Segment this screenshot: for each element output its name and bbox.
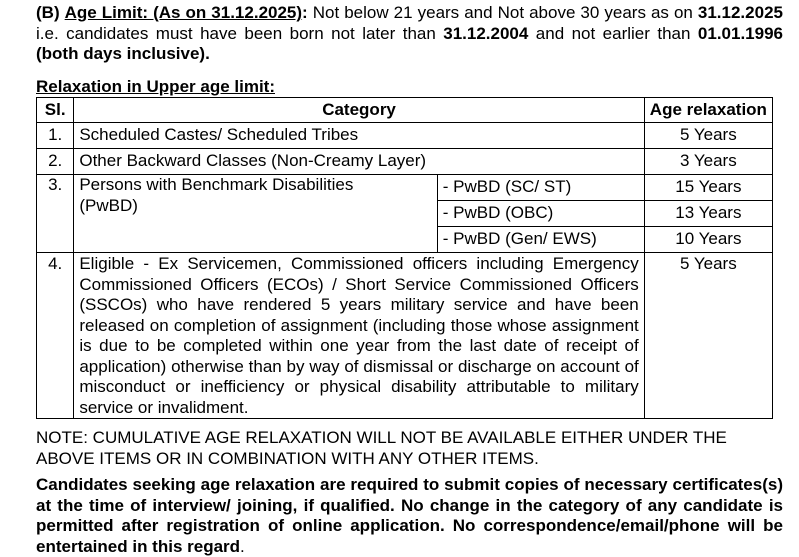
cumulative-relaxation-note: NOTE: CUMULATIVE AGE RELAXATION WILL NOT BE AVAILABLE EITHER UNDER THE ABOVE ITEMS OR IN COMBINATION WITH ANY OTHER ITEMS. [36,428,727,468]
table-row [37,149,773,175]
sub-category: - PwBD (OBC) [437,201,644,227]
header-relaxation: Age relaxation [644,98,772,123]
header-sl: Sl. [37,98,74,123]
row-sl: 2. [37,149,74,175]
table-row [37,123,773,149]
row-relaxation: 15 Years [644,175,772,201]
sub-category: - PwBD (SC/ ST) [437,175,644,201]
table-row [37,175,773,201]
cutoff-date: 31.12.2025 [697,3,783,22]
row-category: Other Backward Classes (Non-Creamy Layer) [74,149,644,175]
intro-text-3: and not earlier than [528,23,698,43]
row-relaxation: 10 Years [644,227,772,253]
row-category: Eligible - Ex Servicemen, Commissioned officers including Emergency Commissioned Officers (ECOs) / Short Service Commissioned Officers (SSCOs) who have rendered 5 years military service and have been released on completion of assignment (including those whose assignment is due to be completed within one year from the last date of receipt of application) otherwise than by way of dismissal or discharge on account of misconduct or inefficiency or physical disability attributable to military service or invalidment. [74,253,644,419]
age-relaxation-table [36,97,773,419]
section-label: (B) [36,3,60,22]
header-category: Category [74,98,644,123]
relaxation-heading: Relaxation in Upper age limit: [36,77,275,96]
row-relaxation: 5 Years [644,123,772,149]
heading-colon: : [302,3,308,22]
intro-text-2: i.e. candidates must have been born not later than [36,23,444,43]
table-header-row [37,98,773,123]
row-relaxation: 3 Years [644,149,772,175]
sub-category: - PwBD (Gen/ EWS) [437,227,644,253]
certificates-note-text: Candidates seeking age relaxation are required to submit copies of necessary certificates(s) at the time of interview/ joining, if qualified. No change in the category of any candidate is permitted after registration of online application. No correspondence/email/phone will be entertained in this regard [36,475,783,556]
row-relaxation: 13 Years [644,201,772,227]
certificates-note-end: . [240,536,245,556]
born-not-earlier-date: 01.01.1996 (both days inclusive). [36,23,783,63]
age-limit-paragraph [36,3,783,65]
row-sl: 3. [37,175,74,253]
row-category: Persons with Benchmark Disabilities (PwBD) [74,175,437,253]
row-sl: 1. [37,123,74,149]
row-category: Scheduled Castes/ Scheduled Tribes [74,123,644,149]
born-not-later-date: 31.12.2004 [443,23,529,43]
row-relaxation: 5 Years [644,253,772,419]
age-limit-heading: Age Limit: (As on 31.12.2025) [64,3,303,22]
certificates-note [36,475,783,557]
table-row [37,253,773,419]
intro-text-1: Not below 21 years and Not above 30 years as on [307,3,698,22]
row-sl: 4. [37,253,74,419]
